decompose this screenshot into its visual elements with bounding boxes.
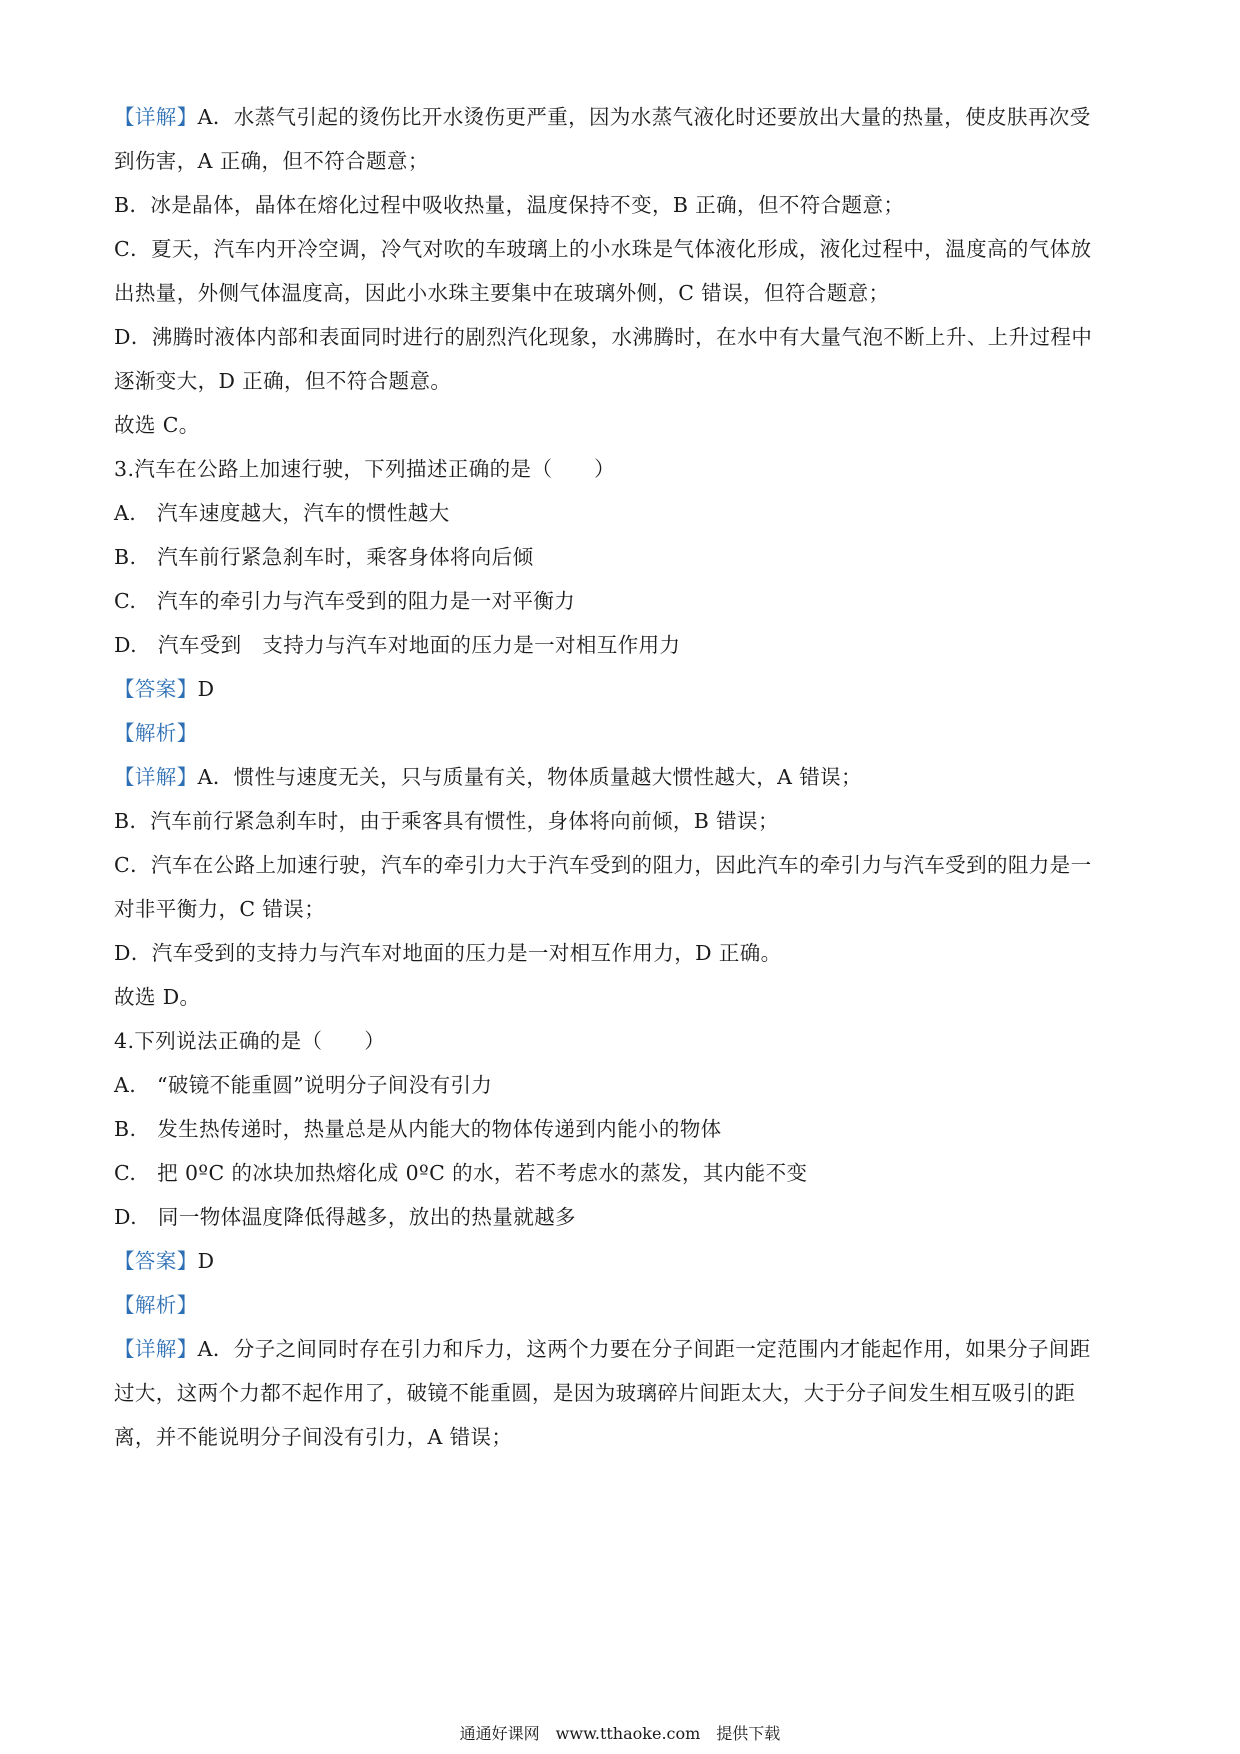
question-3-option-b: B. 汽车前行紧急刹车时，乘客身体将向后倾 (114, 545, 534, 569)
question-4-option-b: B. 发生热传递时，热量总是从内能大的物体传递到内能小的物体 (114, 1117, 722, 1141)
detail-text: A．水蒸气引起的烫伤比开水烫伤更严重，因为水蒸气液化时还要放出大量的热量，使皮肤再次受 (197, 105, 1091, 129)
answer-value: D (197, 677, 215, 701)
detail-line: 到伤害，A 正确，但不符合题意； (114, 149, 429, 173)
detail-tag: 【详解】 (114, 1337, 198, 1361)
detail-3-line: D．汽车受到的支持力与汽车对地面的压力是一对相互作用力，D 正确。 (114, 941, 782, 965)
question-3-option-c: C. 汽车的牵引力与汽车受到的阻力是一对平衡力 (114, 589, 576, 613)
analysis-4 (114, 1291, 1134, 1319)
detail-4-line: 离，并不能说明分子间没有引力，A 错误； (114, 1425, 513, 1449)
detail-line: B．冰是晶体，晶体在熔化过程中吸收热量，温度保持不变，B 正确，但不符合题意； (114, 193, 905, 217)
detail-3-line: C．汽车在公路上加速行驶，汽车的牵引力大于汽车受到的阻力，因此汽车的牵引力与汽车受到的阻力是一 (114, 853, 1092, 877)
detail-text: A．分子之间同时存在引力和斥力，这两个力要在分子间距一定范围内才能起作用，如果分子间距 (197, 1337, 1091, 1361)
question-3: 3.汽车在公路上加速行驶，下列描述正确的是（ ） (114, 457, 616, 481)
detail-3-line: 对非平衡力，C 错误； (114, 897, 326, 921)
detail-tag: 【详解】 (114, 765, 198, 789)
question-3-option-d: D. 汽车受到 支持力与汽车对地面的压力是一对相互作用力 (114, 633, 681, 657)
detail-line: 出热量，外侧气体温度高，因此小水珠主要集中在玻璃外侧，C 错误，但符合题意； (114, 281, 890, 305)
question-4-option-d: D. 同一物体温度降低得越多，放出的热量就越多 (114, 1205, 576, 1229)
selection-line: 故选 C。 (114, 413, 200, 437)
analysis-tag: 【解析】 (114, 1293, 198, 1317)
analysis-tag: 【解析】 (114, 721, 198, 745)
detail-line (114, 103, 1134, 131)
detail-text: A．惯性与速度无关，只与质量有关，物体质量越大惯性越大，A 错误； (197, 765, 862, 789)
detail-line: D．沸腾时液体内部和表面同时进行的剧烈汽化现象，水沸腾时，在水中有大量气泡不断上升、上升过程中 (114, 325, 1093, 349)
question-3-option-a: A. 汽车速度越大，汽车的惯性越大 (114, 501, 450, 525)
answer-tag: 【答案】 (114, 1249, 198, 1273)
answer-tag: 【答案】 (114, 677, 198, 701)
detail-line: 逐渐变大，D 正确，但不符合题意。 (114, 369, 452, 393)
detail-3-line (114, 763, 1134, 791)
question-4: 4.下列说法正确的是（ ） (114, 1029, 386, 1053)
question-4-option-c: C. 把 0ºC 的冰块加热熔化成 0ºC 的水，若不考虑水的蒸发，其内能不变 (114, 1161, 808, 1185)
answer-value: D (197, 1249, 215, 1273)
page-footer: 通通好课网 www.tthaoke.com 提供下载 (459, 1724, 781, 1743)
detail-line: C．夏天，汽车内开冷空调，冷气对吹的车玻璃上的小水珠是气体液化形成，液化过程中，温度高的气体放 (114, 237, 1092, 261)
answer-3 (114, 675, 1134, 703)
analysis-3 (114, 719, 1134, 747)
detail-4-line: 过大，这两个力都不起作用了，破镜不能重圆，是因为玻璃碎片间距太大，大于分子间发生相互吸引的距 (114, 1381, 1076, 1405)
detail-3-line: B．汽车前行紧急刹车时，由于乘客具有惯性，身体将向前倾，B 错误； (114, 809, 779, 833)
detail-tag: 【详解】 (114, 105, 198, 129)
detail-4-line (114, 1335, 1134, 1363)
question-4-option-a: A. “破镜不能重圆”说明分子间没有引力 (114, 1073, 493, 1097)
answer-4 (114, 1247, 1134, 1275)
selection-3: 故选 D。 (114, 985, 201, 1009)
